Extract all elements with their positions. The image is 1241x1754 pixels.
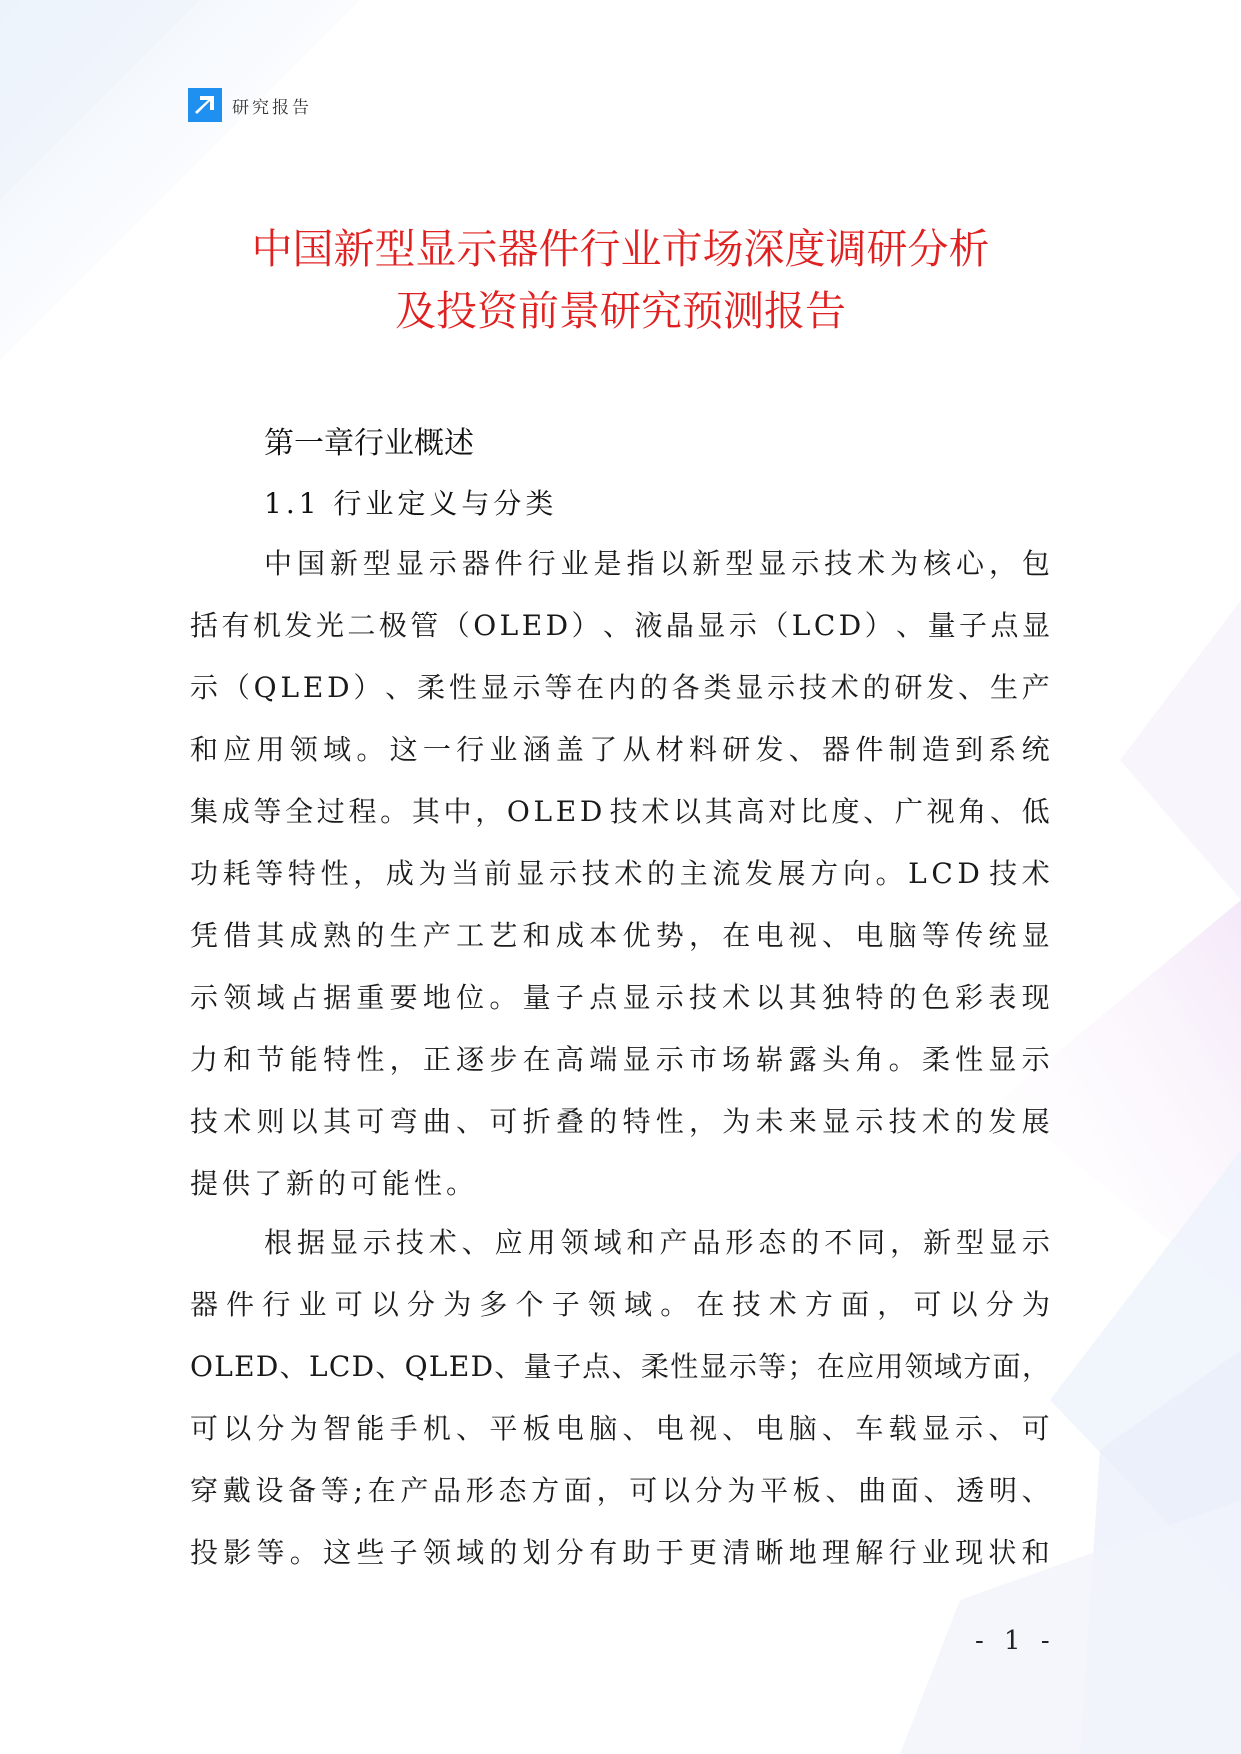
- paragraph-line: 中 国 新 型 显 示 器 件 行 业 是 指 以 新 型 显 示 技 术 为 核 心 ， 包: [264, 547, 1050, 580]
- title-line-2: 及投资前景研究预测报告: [395, 287, 846, 335]
- paragraph-line: 集 成 等 全 过 程 。 其 中 ， O L E D 技 术 以 其 高 对 比 度 、 广 视 角 、 低: [190, 795, 1050, 828]
- report-header: [188, 88, 312, 122]
- paragraph-line: 括 有 机 发 光 二 极 管 （ O L E D ） 、 液 晶 显 示 （ L C D ） 、 量 子 点 显: [190, 609, 1050, 642]
- paragraph-line: 示 （ Q L E D ） 、 柔 性 显 示 等 在 内 的 各 类 显 示 技 术 的 研 发 、 生 产: [190, 671, 1050, 704]
- arrow-up-right-icon: [188, 88, 222, 122]
- header-label: 研究报告: [232, 97, 312, 118]
- paragraph-line: 投 影 等 。 这 些 子 领 域 的 划 分 有 助 于 更 清 晰 地 理 解 行 业 现 状 和: [190, 1536, 1050, 1569]
- paragraph-line: 可 以 分 为 智 能 手 机 、 平 板 电 脑 、 电 视 、 电 脑 、 车 载 显 示 、 可: [190, 1412, 1050, 1445]
- paragraph-line: 技 术 则 以 其 可 弯 曲 、 可 折 叠 的 特 性 ， 为 未 来 显 示 技 术 的 发 展: [190, 1105, 1050, 1138]
- paragraph-line: 器 件 行 业 可 以 分 为 多 个 子 领 域 。 在 技 术 方 面 ， 可 以 分 为: [190, 1288, 1050, 1321]
- paragraph-line: 功 耗 等 特 性 ， 成 为 当 前 显 示 技 术 的 主 流 发 展 方 向 。 L C D 技 术: [190, 857, 1050, 890]
- page-number: - 1 -: [975, 1626, 1056, 1656]
- title-line-1: 中国新型显示器件行业市场深度调研分析: [251, 225, 990, 273]
- report-title: [100, 218, 1141, 342]
- paragraph-line: 根 据 显 示 技 术 、 应 用 领 域 和 产 品 形 态 的 不 同 ， 新 型 显 示: [264, 1226, 1050, 1259]
- paragraph-line: O L E D 、 L C D 、 Q L E D 、 量 子 点 、 柔 性 显 示 等 ； 在 应 用 领 域 方 面 ，: [190, 1350, 1050, 1383]
- paragraph-line: 穿 戴 设 备 等 ; 在 产 品 形 态 方 面 ， 可 以 分 为 平 板 、 曲 面 、 透 明 、: [190, 1474, 1050, 1507]
- paragraph-1: [190, 533, 1050, 1215]
- section-heading: 1.1 行业定义与分类: [264, 487, 558, 520]
- paragraph-line: 提供了新的可能性。: [190, 1167, 479, 1200]
- paragraph-line: 凭 借 其 成 熟 的 生 产 工 艺 和 成 本 优 势 ， 在 电 视 、 电 脑 等 传 统 显: [190, 919, 1050, 952]
- paragraph-line: 力 和 节 能 特 性 ， 正 逐 步 在 高 端 显 示 市 场 崭 露 头 角 。 柔 性 显 示: [190, 1043, 1050, 1076]
- paragraph-2: [190, 1212, 1050, 1584]
- paragraph-line: 示 领 域 占 据 重 要 地 位 。 量 子 点 显 示 技 术 以 其 独 特 的 色 彩 表 现: [190, 981, 1050, 1014]
- chapter-heading: 第一章行业概述: [264, 426, 474, 461]
- paragraph-line: 和 应 用 领 域 。 这 一 行 业 涵 盖 了 从 材 料 研 发 、 器 件 制 造 到 系 统: [190, 733, 1050, 766]
